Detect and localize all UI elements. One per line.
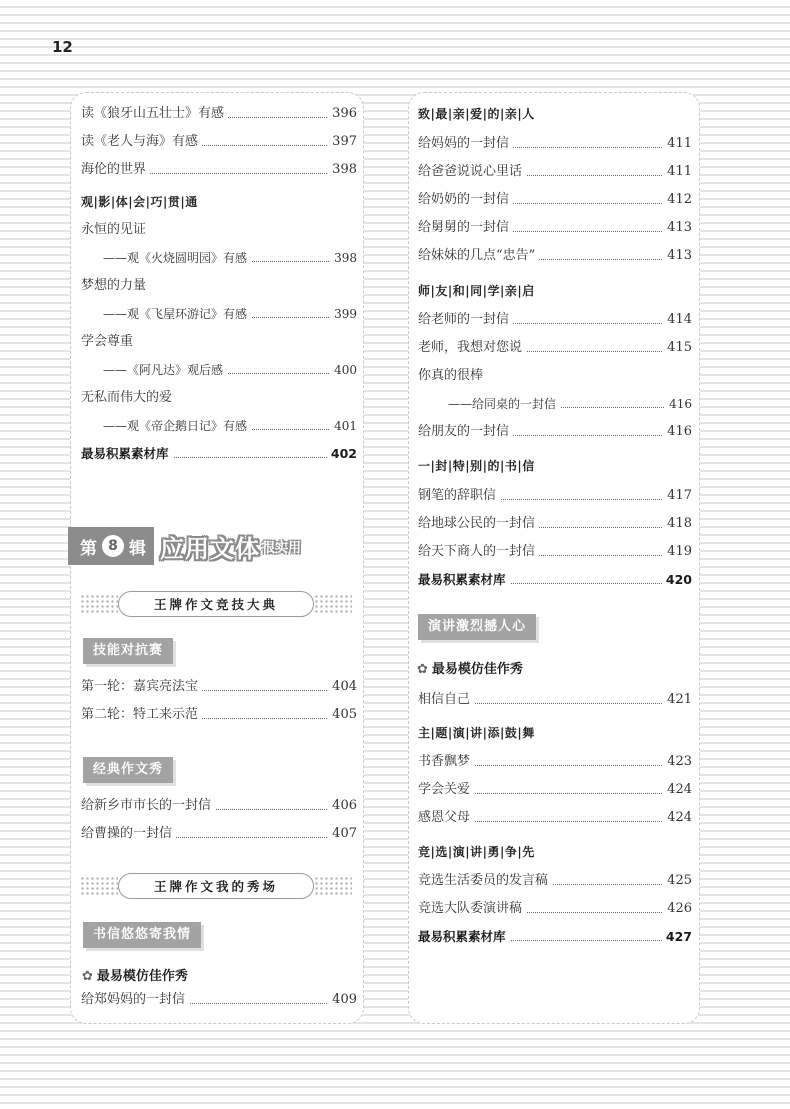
toc-entry[interactable]: 给妹妹的几点“忠告” 413 (418, 244, 692, 268)
toc-entry[interactable]: ——观《飞屋环游记》有感 399 (81, 302, 357, 326)
sub-section-pill (80, 591, 352, 617)
toc-entry[interactable]: ——给同桌的一封信 416 (418, 392, 692, 416)
toc-entry[interactable]: ——《阿凡达》观后感 400 (81, 358, 357, 382)
toc-entry[interactable]: 第一轮：嘉宾亮法宝 404 (81, 675, 357, 699)
section-title (154, 527, 362, 565)
toc-entry[interactable]: 给老师的一封信 414 (418, 308, 692, 332)
toc-entry[interactable]: 相信自己 421 (418, 688, 692, 712)
banner-prefix: 第 (80, 538, 97, 559)
toc-entry-title: 梦想的力量 (81, 274, 357, 298)
section-banner (68, 527, 362, 565)
toc-entry[interactable]: 海伦的世界 398 (81, 158, 357, 182)
category-heading: 致|最|亲|爱|的|亲|人 (418, 107, 535, 121)
toc-entry[interactable]: 第二轮：特工来示范 405 (81, 703, 357, 727)
page-number: 12 (52, 38, 73, 56)
toc-entry[interactable]: 学会关爱 424 (418, 778, 692, 802)
toc-entry[interactable]: 给地球公民的一封信 418 (418, 512, 692, 536)
toc-entry[interactable]: 竞选生活委员的发言稿 425 (418, 869, 692, 893)
toc-entry[interactable]: 给朋友的一封信 416 (418, 420, 692, 444)
toc-entry[interactable]: 老师，我想对您说 415 (418, 336, 692, 360)
topic-tag: 演讲激烈撼人心 (418, 614, 536, 640)
sub-section-pill (80, 873, 352, 899)
toc-entry[interactable]: 给郑妈妈的一封信 409 (81, 988, 357, 1012)
banner-suffix: 辑 (129, 538, 146, 559)
gear-icon: ✿ (82, 969, 93, 984)
toc-entry[interactable]: 书香飘梦 423 (418, 750, 692, 774)
topic-tag: 书信悠悠寄我情 (83, 922, 201, 948)
toc-entry[interactable]: ——观《火烧圆明园》有感 398 (81, 246, 357, 270)
category-heading: 师|友|和|同|学|亲|启 (418, 284, 535, 298)
toc-entry[interactable]: 竞选大队委演讲稿 426 (418, 897, 692, 921)
toc-entry[interactable]: 给天下商人的一封信 419 (418, 540, 692, 564)
topic-tag: 经典作文秀 (83, 757, 173, 783)
dot-pattern-decoration (314, 594, 352, 614)
toc-entry[interactable]: 给奶奶的一封信 412 (418, 188, 692, 212)
toc-entry-title: 永恒的见证 (81, 218, 357, 242)
toc-entry-title: 学会尊重 (81, 330, 357, 354)
toc-entry[interactable]: 给曹操的一封信 407 (81, 822, 357, 846)
category-heading: 观|影|体|会|巧|贯|通 (81, 195, 198, 209)
imitate-heading: ✿ 最易模仿佳作秀 (82, 969, 188, 984)
toc-entry[interactable]: 给新乡市市长的一封信 406 (81, 794, 357, 818)
category-heading: 一|封|特|别|的|书|信 (418, 459, 535, 473)
sub-section-title: 王牌作文竞技大典 (118, 591, 314, 617)
imitate-heading: ✿ 最易模仿佳作秀 (417, 662, 523, 677)
section-subtitle: 很实用 (262, 540, 302, 556)
toc-entry-title: 无私而伟大的爱 (81, 386, 357, 410)
dot-pattern-decoration (314, 876, 352, 896)
toc-entry[interactable]: 给爸爸说说心里话 411 (418, 160, 692, 184)
toc-right-column (408, 92, 700, 1024)
dot-pattern-decoration (80, 594, 118, 614)
toc-entry-title: 你真的很棒 (418, 364, 692, 388)
category-heading: 竞|选|演|讲|勇|争|先 (418, 845, 535, 859)
gear-icon: ✿ (417, 662, 428, 677)
sub-section-title: 王牌作文我的秀场 (118, 873, 314, 899)
category-heading: 主|题|演|讲|添|鼓|舞 (418, 726, 535, 740)
toc-entry[interactable]: ——观《帝企鹅日记》有感 401 (81, 414, 357, 438)
toc-entry[interactable]: 给妈妈的一封信 411 (418, 132, 692, 156)
dot-pattern-decoration (80, 876, 118, 896)
section-number-badge: 8 (102, 535, 124, 557)
material-library-entry[interactable]: 最易积累素材库 427 (418, 925, 692, 949)
toc-entry[interactable]: 钢笔的辞职信 417 (418, 484, 692, 508)
material-library-entry[interactable]: 最易积累素材库 402 (81, 442, 357, 466)
toc-entry[interactable]: 读《狼牙山五壮士》有感 396 (81, 102, 357, 126)
material-library-entry[interactable]: 最易积累素材库 420 (418, 568, 692, 592)
toc-entry[interactable]: 给舅舅的一封信 413 (418, 216, 692, 240)
section-title-text: 应用文体 (160, 534, 260, 563)
toc-entry[interactable]: 感恩父母 424 (418, 806, 692, 830)
topic-tag: 技能对抗赛 (83, 638, 173, 664)
toc-entry[interactable]: 读《老人与海》有感 397 (81, 130, 357, 154)
section-number-block (68, 527, 154, 565)
